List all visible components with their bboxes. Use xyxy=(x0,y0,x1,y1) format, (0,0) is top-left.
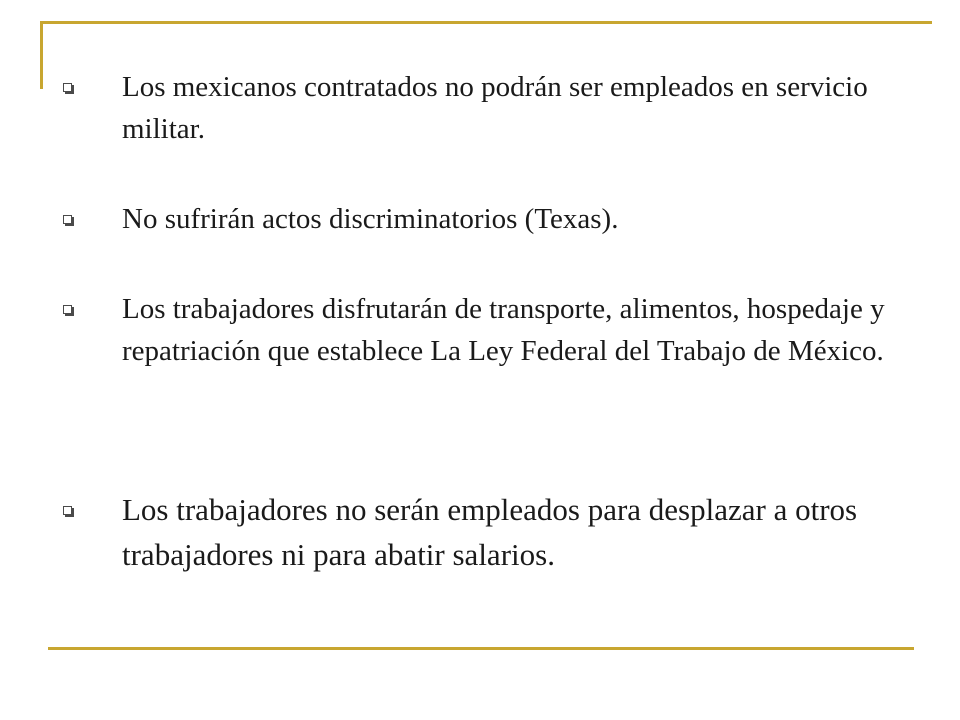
bottom-accent-rule xyxy=(48,647,914,650)
bullet-text-4: Los trabajadores no serán empleados para desplazar a otros trabajadores ni para abatir salarios. xyxy=(122,492,858,572)
left-accent-rule xyxy=(40,21,43,89)
square-bullet-icon xyxy=(63,83,72,92)
top-accent-rule xyxy=(40,21,932,24)
bullet-text-1: Los mexicanos contratados no podrán ser empleados en servicio militar. xyxy=(122,71,868,145)
bullet-text-3: Los trabajadores disfrutarán de transporte, alimentos, hospedaje y repatriación que establece La Ley Federal del Trabajo de México. xyxy=(122,293,885,367)
square-bullet-icon xyxy=(63,506,72,515)
square-bullet-icon xyxy=(63,305,72,314)
bullet-text-2: No sufrirán actos discriminatorios (Texas). xyxy=(122,203,619,235)
square-bullet-icon xyxy=(63,215,72,224)
